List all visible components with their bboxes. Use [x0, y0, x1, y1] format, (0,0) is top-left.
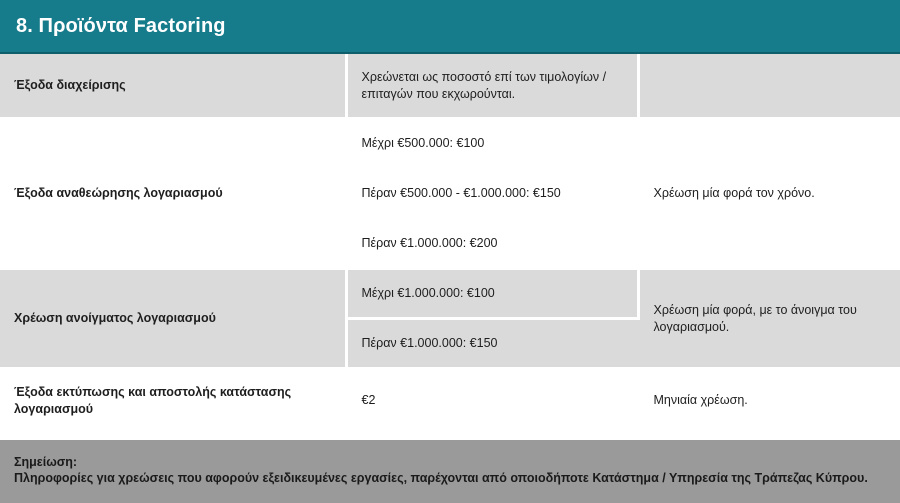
fee-note: Χρέωση μία φορά, με το άνοιγμα του λογαριασμού.	[638, 269, 900, 369]
table-row	[0, 269, 900, 319]
fee-name: Χρέωση ανοίγματος λογαριασμού	[0, 269, 346, 369]
fee-charge: Πέραν €1.000.000: €200	[346, 219, 638, 269]
fee-note: Χρέωση μία φορά τον χρόνο.	[638, 119, 900, 269]
fee-charge: Μέχρι €1.000.000: €100	[346, 269, 638, 319]
fee-name: Έξοδα αναθεώρησης λογαριασμού	[0, 119, 346, 269]
fee-charge: Χρεώνεται ως ποσοστό επί των τιμολογίων / επιταγών που εκχωρούνται.	[346, 54, 638, 119]
fee-charge: €2	[346, 369, 638, 433]
footnote-heading: Σημείωση:	[14, 455, 78, 469]
fee-name: Έξοδα εκτύπωσης και αποστολής κατάστασης λογαριασμού	[0, 369, 346, 433]
fee-charge: Πέραν €1.000.000: €150	[346, 319, 638, 369]
fee-note: Μηνιαία χρέωση.	[638, 369, 900, 433]
table-row	[0, 369, 900, 433]
fee-charge: Πέραν €500.000 - €1.000.000: €150	[346, 169, 638, 219]
table-row	[0, 54, 900, 119]
fee-charge: Μέχρι €500.000: €100	[346, 119, 638, 169]
footnote-text: Πληροφορίες για χρεώσεις που αφορούν εξειδικευμένες εργασίες, παρέχονται από οποιοδήποτε Κατάστημα / Υπηρεσία της Τράπεζας Κύπρου.	[14, 471, 868, 485]
fees-table	[0, 54, 900, 434]
section-title: 8. Προϊόντα Factoring	[16, 14, 226, 37]
fee-note	[638, 54, 900, 119]
table-row	[0, 119, 900, 169]
section-header	[0, 0, 900, 54]
footnote	[0, 440, 900, 503]
fee-name: Έξοδα διαχείρισης	[0, 54, 346, 119]
